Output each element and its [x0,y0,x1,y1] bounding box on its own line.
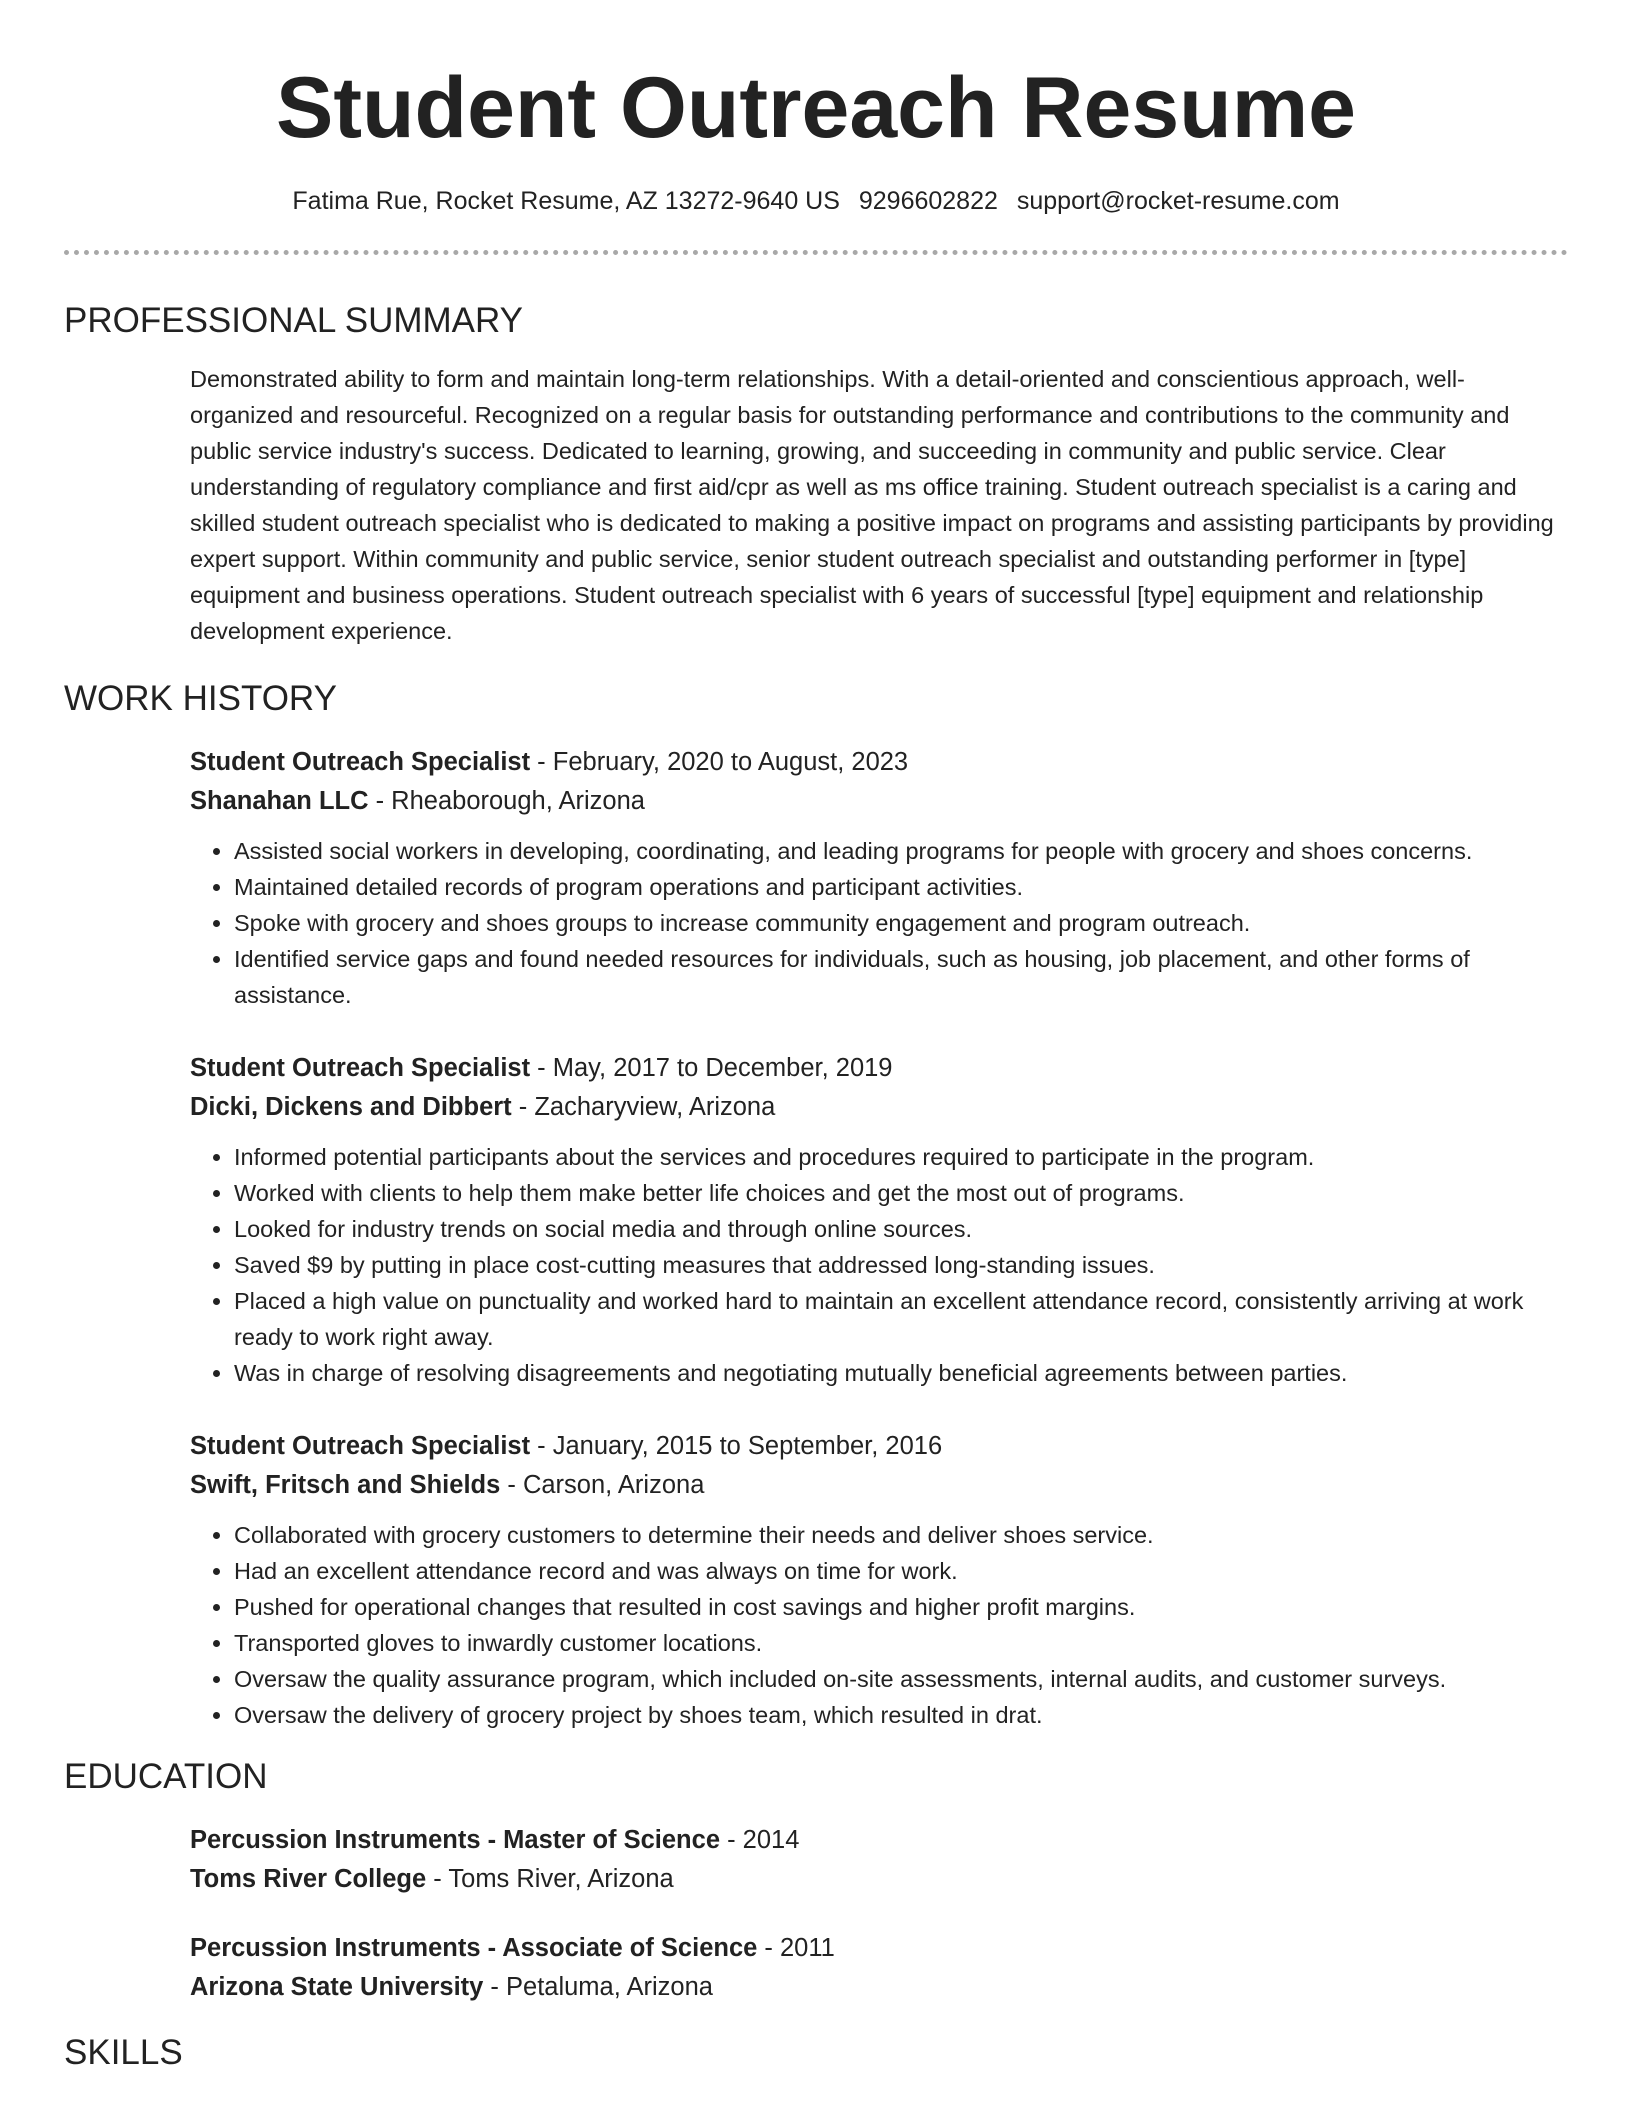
job-dates: - May, 2017 to December, 2019 [530,1054,893,1082]
job-title-line [190,1427,1568,1466]
job-title: Student Outreach Specialist [190,748,531,776]
job-company-line [190,1088,1568,1127]
job-title: Student Outreach Specialist [190,1054,531,1082]
job-bullets [190,1517,1568,1733]
job-bullet: • Spoke with grocery and shoes groups to increase community engagement and program outreach. [234,905,1568,941]
job-bullet: • Oversaw the delivery of grocery project by shoes team, which resulted in drat. [234,1697,1568,1733]
work-history-section [64,677,1568,1733]
job-bullet: • Collaborated with grocery customers to determine their needs and deliver shoes service. [234,1517,1568,1553]
job-company-line [190,782,1568,821]
degree-line [190,1929,1568,1968]
contact-email: support@rocket-resume.com [1016,187,1340,215]
summary-heading: PROFESSIONAL SUMMARY [64,301,523,340]
contact-line [64,184,1568,218]
job-bullet: • Placed a high value on punctuality and worked hard to maintain an excellent attendance record, consistently arriving at work ready to work right away. [234,1283,1568,1355]
page-title: Student Outreach Resume [276,60,1356,156]
job-title-line [190,743,1568,782]
education-body [64,1821,1568,2007]
job-bullet: • Had an excellent attendance record and was always on time for work. [234,1553,1568,1589]
education-section [64,1755,1568,2007]
job-bullet: • Saved $9 by putting in place cost-cutting measures that addressed long-standing issues. [234,1247,1568,1283]
education-heading: EDUCATION [64,1757,268,1796]
job-bullet: • Informed potential participants about the services and procedures required to participate in the program. [234,1139,1568,1175]
job-bullet: • Pushed for operational changes that resulted in cost savings and higher profit margins. [234,1589,1568,1625]
job-location: - Rheaborough, Arizona [368,787,645,815]
school-line [190,1860,1568,1899]
skills-section [64,2031,1568,2075]
summary-body [64,361,1568,649]
summary-text: Demonstrated ability to form and maintain long-term relationships. With a detail-oriented and conscientious approach, well-organized and resourceful. Recognized on a regular basis for outstanding performance and contributions to the community and public service industry's success. Dedicated to learning, growing, and succeeding in community and public service. Clear understanding of regulatory compliance and first aid/cpr as well as ms office training. Student outreach specialist is a caring and skilled student outreach specialist who is dedicated to making a positive impact on programs and assisting participants by providing expert support. Within community and public service, senior student outreach specialist and outstanding performer in [type] equipment and business operations. Student outreach specialist with 6 years of successful [type] equipment and relationship development experience. [190,366,1554,644]
job-location: - Carson, Arizona [500,1471,705,1499]
skills-heading: SKILLS [64,2033,183,2072]
job-location: - Zacharyview, Arizona [511,1093,776,1121]
job-company: Swift, Fritsch and Shields [190,1471,501,1499]
job-bullet: • Looked for industry trends on social media and through online sources. [234,1211,1568,1247]
summary-section [64,299,1568,649]
job-entry [190,1049,1568,1391]
education-entry [190,1929,1568,2007]
school-location: - Toms River, Arizona [426,1865,674,1893]
job-dates: - February, 2020 to August, 2023 [530,748,909,776]
job-entry [190,1427,1568,1733]
degree: Percussion Instruments - Associate of Science [190,1934,758,1962]
degree: Percussion Instruments - Master of Science [190,1826,720,1854]
job-bullet: • Transported gloves to inwardly customer locations. [234,1625,1568,1661]
job-bullet: • Worked with clients to help them make better life choices and get the most out of programs. [234,1175,1568,1211]
job-title-line [190,1049,1568,1088]
degree-year: - 2011 [757,1934,835,1962]
school: Toms River College [190,1865,427,1893]
job-title: Student Outreach Specialist [190,1432,531,1460]
school-location: - Petaluma, Arizona [483,1973,713,2001]
job-bullet: • Identified service gaps and found needed resources for individuals, such as housing, job placement, and other forms of assistance. [234,941,1568,1013]
contact-phone: 9296602822 [858,187,998,215]
job-bullets [190,1139,1568,1391]
contact-address: Fatima Rue, Rocket Resume, AZ 13272-9640 US [292,187,840,215]
job-company: Shanahan LLC [190,787,369,815]
job-bullet: • Was in charge of resolving disagreements and negotiating mutually beneficial agreements between parties. [234,1355,1568,1391]
job-bullet: • Assisted social workers in developing, coordinating, and leading programs for people with grocery and shoes concerns. [234,833,1568,869]
job-company-line [190,1466,1568,1505]
job-bullets [190,833,1568,1013]
education-entry [190,1821,1568,1899]
work-history-body [64,743,1568,1733]
school: Arizona State University [190,1973,484,2001]
job-bullet: • Oversaw the quality assurance program, which included on-site assessments, internal audits, and customer surveys. [234,1661,1568,1697]
header-divider [64,250,1568,255]
job-dates: - January, 2015 to September, 2016 [530,1432,943,1460]
degree-line [190,1821,1568,1860]
degree-year: - 2014 [720,1826,800,1854]
job-company: Dicki, Dickens and Dibbert [190,1093,512,1121]
job-bullet: • Maintained detailed records of program operations and participant activities. [234,869,1568,905]
work-history-heading: WORK HISTORY [64,679,337,718]
job-entry [190,743,1568,1013]
school-line [190,1968,1568,2007]
